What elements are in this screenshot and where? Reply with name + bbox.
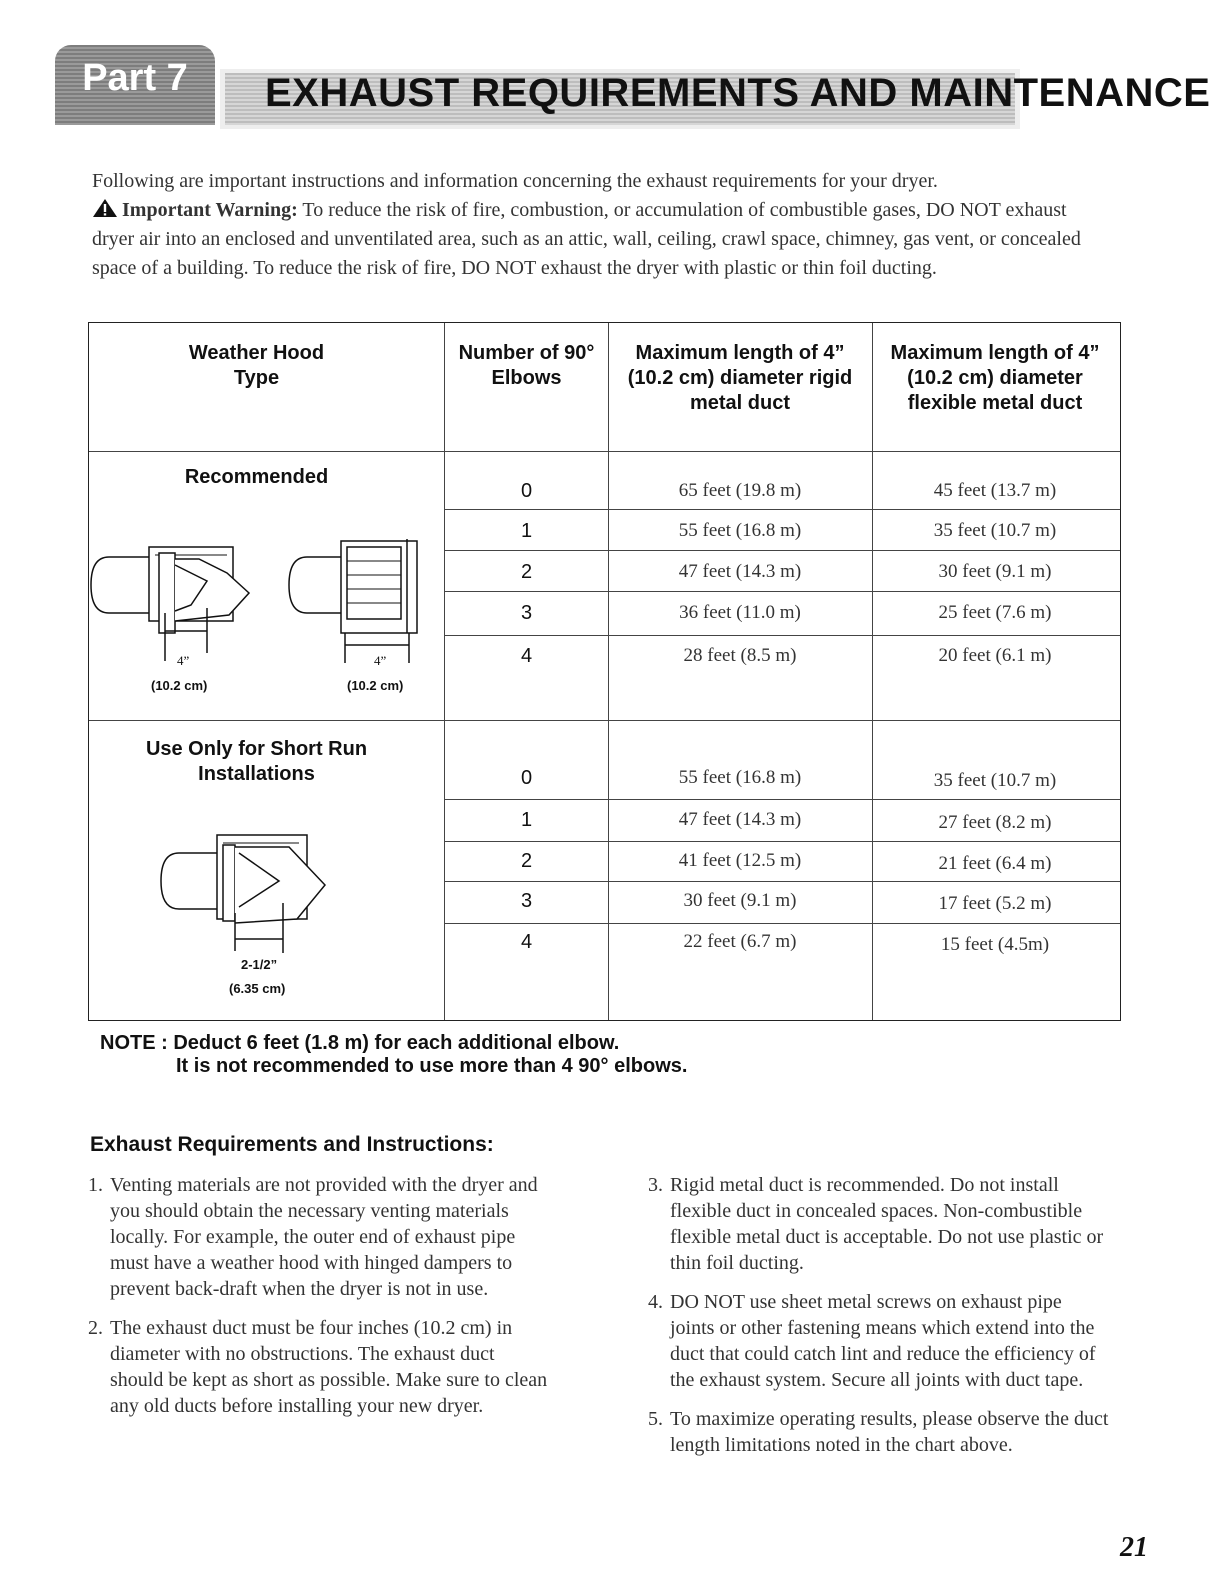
row-divider — [444, 841, 1120, 842]
rigid-length-cell: 47 feet (14.3 m) — [678, 561, 802, 582]
row-divider — [444, 881, 1120, 882]
intro-text — [92, 167, 1102, 283]
flex-length-cell: 45 feet (13.7 m) — [933, 480, 1057, 501]
instruction-item — [648, 1172, 1110, 1276]
row-divider — [444, 635, 1120, 636]
flex-length-cell: 21 feet (6.4 m) — [938, 853, 1052, 874]
page-title: EXHAUST REQUIREMENTS AND MAINTENANCE — [265, 71, 1211, 115]
header-hood-type — [89, 341, 424, 391]
row-divider — [444, 923, 1120, 924]
flex-length-cell: 20 feet (6.1 m) — [938, 645, 1052, 666]
dim-label: 4” — [374, 653, 387, 668]
item-text: Venting materials are not provided with the dryer and you should obtain the necessary venting materials locally. For example, the outer end of exhaust pipe must have a weather hood with hinged dampers to prevent back-draft when the dryer is not in use. — [110, 1174, 538, 1300]
row-divider — [444, 550, 1120, 551]
warning-label: Important Warning: — [122, 199, 298, 221]
col-divider — [444, 323, 445, 1020]
header-line: Elbows — [491, 367, 562, 389]
short-run-hood-illustration — [149, 823, 369, 963]
warning-triangle-icon — [92, 198, 118, 218]
note-line: It is not recommended to use more than 4 90° elbows. — [176, 1055, 688, 1077]
rigid-length-cell: 55 feet (16.8 m) — [678, 520, 802, 541]
item-text: DO NOT use sheet metal screws on exhaust pipe joints or other fastening means which extend into the duct that could catch lint and reduce the efficiency of the exhaust system. Secure all joints with duct tape. — [670, 1291, 1096, 1391]
flex-length-cell: 17 feet (5.2 m) — [938, 893, 1052, 914]
instruction-item — [88, 1315, 548, 1419]
recommended-title: Recommended — [184, 466, 329, 488]
dim-label: 4” — [177, 653, 190, 668]
dim-label: 2-1/2” — [241, 957, 278, 972]
intro-line: Following are important instructions and information concerning the exhaust requirements for your dryer. — [92, 170, 938, 192]
header-line: flexible metal duct — [907, 392, 1083, 414]
item-number: 1. — [88, 1174, 103, 1196]
warning-paragraph — [92, 196, 1102, 283]
flex-length-cell: 15 feet (4.5m) — [940, 934, 1050, 955]
dim-label-cm: (10.2 cm) — [347, 678, 404, 693]
header-elbows — [444, 341, 609, 391]
elbows-cell: 2 — [520, 850, 533, 872]
elbows-cell: 4 — [520, 931, 533, 953]
elbows-cell: 3 — [520, 602, 533, 624]
recommended-hood-illustration — [89, 533, 429, 673]
short-run-title — [89, 737, 424, 787]
header-rigid-duct — [608, 341, 872, 416]
elbows-cell: 2 — [520, 561, 533, 583]
item-number: 2. — [88, 1317, 103, 1339]
rigid-length-cell: 41 feet (12.5 m) — [678, 850, 802, 871]
header-line: Number of 90° — [458, 342, 595, 364]
rigid-length-cell: 22 feet (6.7 m) — [683, 931, 797, 952]
row-divider — [444, 591, 1120, 592]
header-line: (10.2 cm) diameter rigid — [627, 367, 853, 389]
rigid-length-cell: 65 feet (19.8 m) — [678, 480, 802, 501]
header-flexible-duct — [872, 341, 1118, 416]
item-number: 3. — [648, 1174, 663, 1196]
instructions-title: Exhaust Requirements and Instructions: — [90, 1133, 494, 1156]
page-number: 21 — [1120, 1532, 1148, 1563]
item-text: Rigid metal duct is recommended. Do not install flexible duct in concealed spaces. Non-combustible flexible metal duct is acceptable. Do not use plastic or thin foil ducting. — [670, 1174, 1104, 1274]
flex-length-cell: 27 feet (8.2 m) — [938, 812, 1052, 833]
instructions-left-column — [88, 1172, 548, 1432]
row-divider — [444, 509, 1120, 510]
elbows-cell: 1 — [520, 809, 533, 831]
part-label: Part 7 — [82, 57, 188, 99]
instruction-item — [88, 1172, 548, 1302]
rigid-length-cell: 47 feet (14.3 m) — [678, 809, 802, 830]
col-divider — [608, 323, 609, 1020]
flex-length-cell: 35 feet (10.7 m) — [933, 770, 1057, 791]
flex-length-cell: 25 feet (7.6 m) — [938, 602, 1052, 623]
item-number: 4. — [648, 1291, 663, 1313]
rigid-length-cell: 28 feet (8.5 m) — [683, 645, 797, 666]
item-number: 5. — [648, 1408, 663, 1430]
title-bar — [225, 71, 1211, 125]
elbows-cell: 0 — [520, 767, 533, 789]
header-line: Maximum length of 4” — [635, 342, 845, 364]
instructions-right-column — [648, 1172, 1110, 1471]
part-tab — [55, 45, 215, 125]
rigid-length-cell: 55 feet (16.8 m) — [678, 767, 802, 788]
header-line: Maximum length of 4” — [890, 342, 1100, 364]
exhaust-table — [88, 322, 1121, 1021]
note-line: NOTE : Deduct 6 feet (1.8 m) for each additional elbow. — [100, 1032, 620, 1054]
dim-label-cm: (10.2 cm) — [151, 678, 208, 693]
section-title-line: Use Only for Short Run — [145, 738, 368, 760]
warning-text: To reduce the risk of fire, combustion, or accumulation of combustible gases, DO NOT exhaust dryer air into an enclosed and unventilated area, such as an attic, wall, ceiling, crawl space, chimney, gas vent, or concealed space of a building. To reduce the risk of fire, DO NOT exhaust the dryer with plastic or thin foil ducting. — [92, 199, 1081, 279]
header-line: (10.2 cm) diameter — [907, 367, 1083, 389]
item-text: To maximize operating results, please observe the duct length limitations noted in the chart above. — [670, 1408, 1109, 1456]
instruction-item — [648, 1289, 1110, 1393]
rigid-length-cell: 30 feet (9.1 m) — [683, 890, 797, 911]
elbows-cell: 3 — [520, 890, 533, 912]
section-title-line: Installations — [198, 763, 315, 785]
elbows-cell: 0 — [520, 480, 533, 502]
flex-length-cell: 35 feet (10.7 m) — [933, 520, 1057, 541]
elbows-cell: 4 — [520, 645, 533, 667]
row-divider — [444, 799, 1120, 800]
header-line: Type — [233, 367, 280, 389]
elbows-cell: 1 — [520, 520, 533, 542]
rigid-length-cell: 36 feet (11.0 m) — [679, 602, 801, 623]
flex-length-cell: 30 feet (9.1 m) — [938, 561, 1052, 582]
item-text: The exhaust duct must be four inches (10.2 cm) in diameter with no obstructions. The exhaust duct should be kept as short as possible. Make sure to clean any old ducts before installing your new dryer. — [110, 1317, 548, 1417]
dim-label-cm: (6.35 cm) — [229, 981, 286, 996]
header-line: metal duct — [689, 392, 791, 414]
instruction-item — [648, 1406, 1110, 1458]
row-divider — [89, 451, 1120, 452]
col-divider — [872, 323, 873, 1020]
header-line: Weather Hood — [188, 342, 325, 364]
row-divider — [89, 720, 1120, 721]
page-header — [55, 45, 1211, 125]
